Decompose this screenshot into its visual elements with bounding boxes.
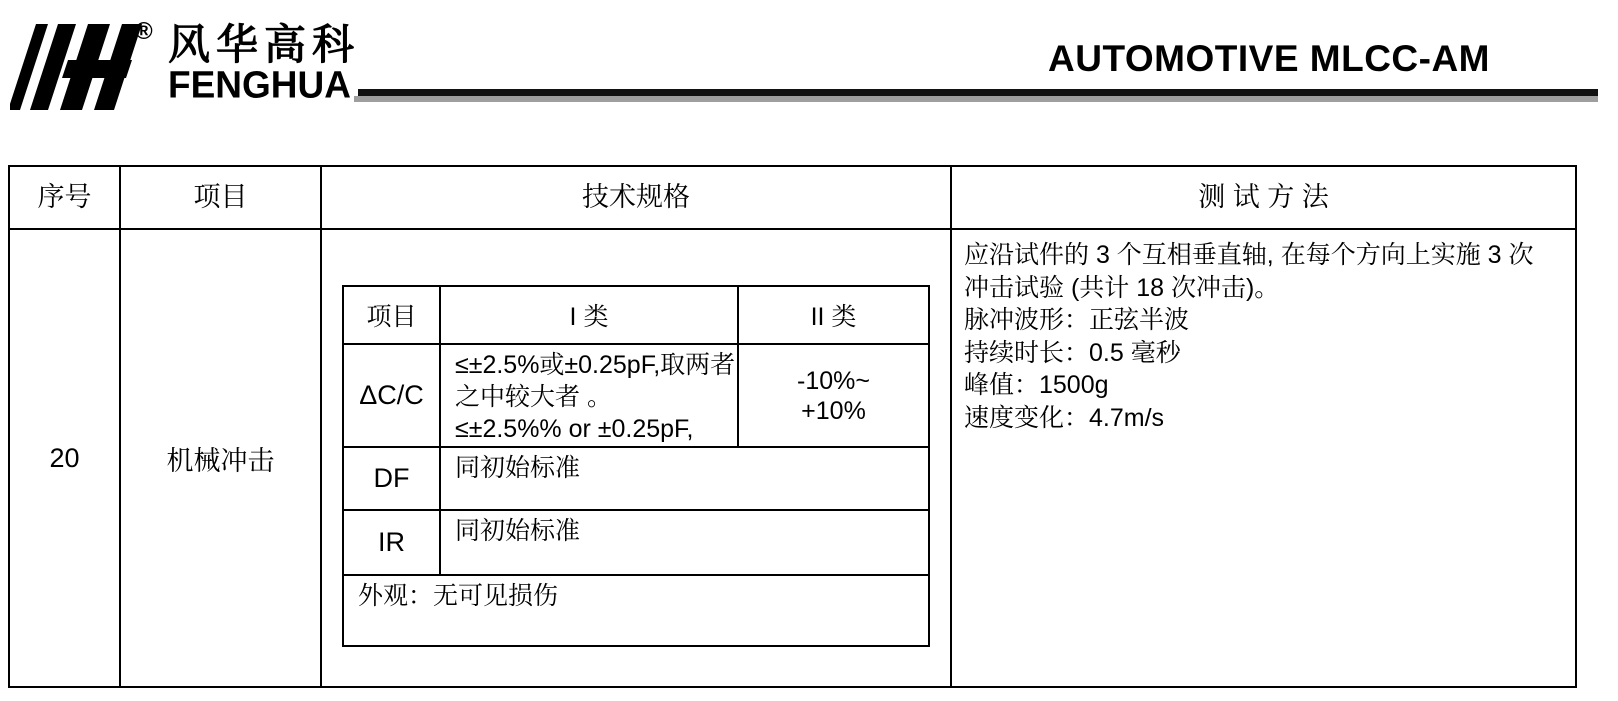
page-title: AUTOMOTIVE MLCC-AM: [1048, 38, 1490, 79]
column-header-item-label: 项目: [193, 182, 248, 212]
dcc-label-text: ΔC/C: [359, 380, 424, 410]
ir-value-text: 同初始标准: [455, 517, 581, 545]
method-line-2: 冲击试验 (共计 18 次冲击)。: [964, 273, 1280, 302]
appearance-row: [344, 576, 928, 645]
registered-trademark-icon: ®: [135, 18, 153, 45]
df-label: [344, 448, 441, 511]
appearance-value: [344, 576, 928, 645]
column-header-seq-label: 序号: [37, 182, 92, 212]
column-header-spec: [322, 167, 952, 230]
header-rule-gray: [354, 96, 1598, 102]
inner-header-item: [344, 287, 441, 345]
dcc-class1-line2: 之中较大者 。: [455, 383, 612, 411]
dcc-class2-line1: -10%~: [797, 366, 870, 395]
spec-sheet-table: [8, 165, 1577, 688]
column-header-item: [121, 167, 322, 230]
ir-label: [344, 511, 441, 576]
column-header-method-label: 测 试 方 法: [1198, 182, 1329, 212]
df-value-text: 同初始标准: [455, 454, 581, 482]
inner-header-class2: [739, 287, 928, 345]
cell-item: [121, 230, 322, 686]
appearance-value-text: 外观：无可见损伤: [358, 582, 559, 610]
column-header-spec-label: 技术规格: [582, 182, 690, 212]
method-line-5: 峰值：1500g: [964, 371, 1109, 399]
ir-label-text: IR: [378, 527, 405, 557]
fenghua-logo-icon: [10, 20, 150, 117]
method-line-4: 持续时长：0.5 毫秒: [964, 338, 1181, 367]
inner-header-class2-label: II 类: [810, 303, 857, 331]
inner-header-row: [344, 287, 928, 345]
df-value: [441, 448, 928, 511]
dcc-class1-line3: ≤±2.5%% or ±0.25pF,: [455, 415, 694, 443]
dcc-class1-line1: ≤±2.5%或±0.25pF,取两者: [455, 351, 736, 379]
inner-spec-table: [342, 285, 930, 647]
cell-spec: [322, 230, 952, 686]
inner-header-class1: [441, 287, 739, 345]
cell-seq: [10, 230, 121, 686]
brand-name-chinese: 风华高科: [168, 21, 361, 68]
ir-value: [441, 511, 928, 576]
dcc-class2-value: [739, 345, 928, 448]
ir-row: [344, 511, 928, 576]
method-line-1: 应沿试件的 3 个互相垂直轴, 在每个方向上实施 3 次: [964, 241, 1534, 269]
test-method-text: [952, 230, 1575, 434]
column-header-method: [952, 167, 1575, 230]
method-line-6: 速度变化：4.7m/s: [964, 403, 1165, 432]
dcc-class1-value: [441, 345, 739, 448]
item-value: 机械冲击: [166, 445, 275, 476]
column-header-seq: [10, 167, 121, 230]
inner-header-class1-label: I 类: [569, 303, 609, 331]
seq-value: 20: [49, 442, 80, 473]
dcc-row: [344, 345, 928, 448]
brand-name-english: FENGHUA: [168, 63, 351, 106]
df-row: [344, 448, 928, 511]
header-rule-black: [358, 89, 1598, 96]
dcc-label: [344, 345, 441, 448]
df-label-text: DF: [373, 463, 410, 493]
dcc-class2-line2: +10%: [801, 396, 866, 425]
method-line-3: 脉冲波形：正弦半波: [964, 306, 1190, 334]
cell-method: [952, 230, 1575, 686]
inner-header-item-label: 项目: [366, 303, 417, 331]
